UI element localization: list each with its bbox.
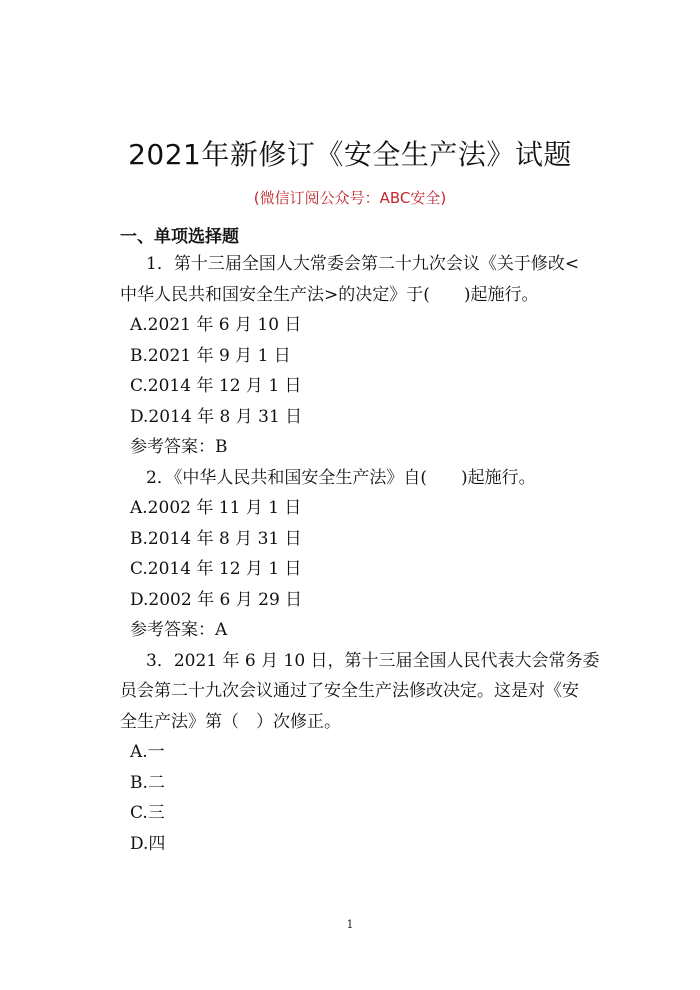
question-2-option-b: B.2014 年 8 月 31 日 — [130, 528, 302, 549]
question-3-option-a: A.一 — [130, 742, 165, 762]
question-list — [120, 249, 600, 859]
document-title: 2021年新修订《安全生产法》试题 — [128, 138, 572, 171]
question-1-option-c: C.2014 年 12 月 1 日 — [130, 376, 302, 396]
document-subtitle: (微信订阅公众号：ABC安全) — [253, 189, 447, 207]
question-3-text-line-2: 员会第二十九次会议通过了安全生产法修改决定。这是对《安 — [120, 681, 579, 701]
question-2-option-c: C.2014 年 12 月 1 日 — [130, 559, 302, 579]
question-1-option-b: B.2021 年 9 月 1 日 — [130, 345, 291, 366]
question-1-option-d: D.2014 年 8 月 31 日 — [130, 406, 303, 427]
page-number: 1 — [346, 918, 354, 931]
question-2-answer: 参考答案：A — [130, 620, 228, 640]
question-1-option-a: A.2021 年 6 月 10 日 — [130, 315, 302, 335]
question-3-option-c: C.三 — [130, 803, 165, 823]
question-3-option-b: B.二 — [130, 772, 165, 793]
question-2-option-d: D.2002 年 6 月 29 日 — [130, 589, 303, 610]
question-2-option-a: A.2002 年 11 月 1 日 — [130, 498, 302, 518]
question-1-text-line-2: 中华人民共和国安全生产法>的决定》于( )起施行。 — [120, 284, 539, 305]
question-1-answer: 参考答案：B — [130, 437, 228, 457]
section-heading: 一、单项选择题 — [120, 227, 239, 247]
question-3-text-line-3: 全生产法》第（ ）次修正。 — [120, 711, 341, 732]
question-1-text-line-1: 1．第十三届全国人大常委会第二十九次会议《关于修改< — [146, 254, 580, 274]
question-3-option-d: D.四 — [130, 833, 166, 854]
question-2-text-line-1: 2．《中华人民共和国安全生产法》自( )起施行。 — [146, 467, 536, 488]
question-3-text-line-1: 3．2021 年 6 月 10 日，第十三届全国人民代表大会常务委 — [146, 650, 600, 671]
